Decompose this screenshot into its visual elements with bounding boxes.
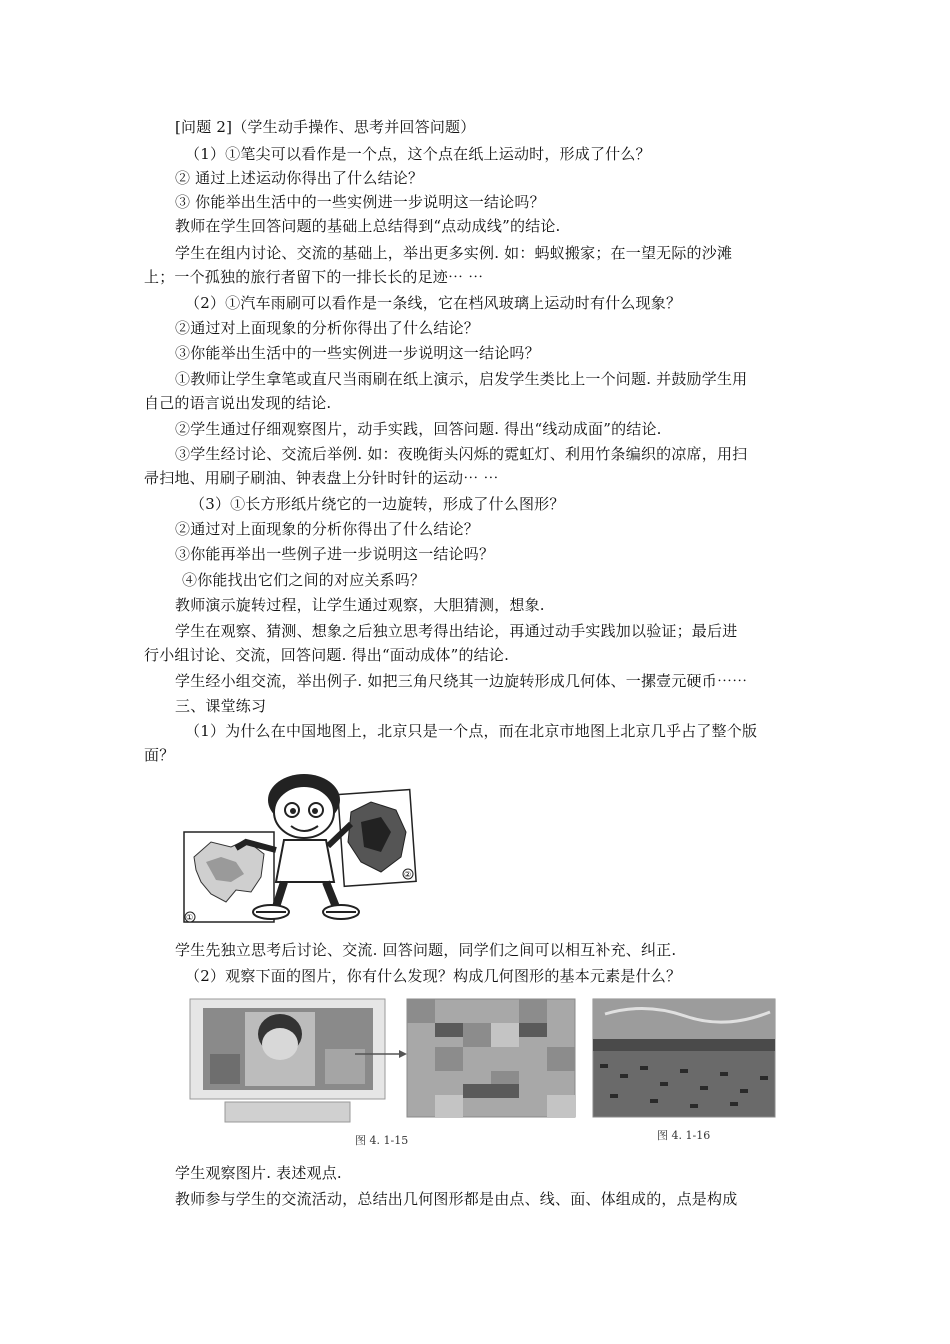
text-line: （2）观察下面的图片，你有什么发现？构成几何图形的基本元素是什么？	[185, 967, 682, 985]
text-line: 行小组讨论、交流，回答问题. 得出“面动成体”的结论.	[144, 646, 510, 664]
text-line: ①教师让学生拿笔或直尺当雨刷在纸上演示，启发学生类比上一个问题. 并鼓励学生用	[175, 370, 748, 388]
figure-caption-left: 图 4. 1-15	[355, 1134, 409, 1147]
text-line: 帚扫地、用刷子刷油、钟表盘上分针时针的运动⋯ ⋯	[144, 469, 499, 487]
text-line: 面？	[144, 746, 175, 764]
text-line: 学生观察图片. 表述观点.	[175, 1164, 342, 1182]
text-line: （3）①长方形纸片绕它的一边旋转，形成了什么图形？	[190, 495, 565, 513]
text-line: ② 通过上述运动你得出了什么结论？	[175, 169, 424, 187]
text-line: ④你能找出它们之间的对应关系吗？	[182, 571, 426, 589]
text-line: 学生在组内讨论、交流的基础上，举出更多实例. 如：蚂蚁搬家；在一望无际的沙滩	[175, 244, 733, 262]
text-line: 教师演示旋转过程，让学生通过观察，大胆猜测，想象.	[175, 596, 545, 614]
text-line: （1）为什么在中国地图上，北京只是一个点，而在北京市地图上北京几乎占了整个版	[185, 722, 758, 740]
text-line: 教师参与学生的交流活动，总结出几何图形都是由点、线、面、体组成的，点是构成	[175, 1190, 738, 1208]
text-line: （1）①笔尖可以看作是一个点，这个点在纸上运动时，形成了什么？	[185, 145, 651, 163]
figure-caption-right: 图 4. 1-16	[657, 1129, 711, 1142]
pixel-images-figure	[185, 994, 780, 1154]
text-line: 三、课堂练习	[175, 697, 267, 715]
text-line: ③你能再举出一些例子进一步说明这一结论吗？	[175, 545, 495, 563]
text-line: （2）①汽车雨刷可以看作是一条线，它在档风玻璃上运动时有什么现象？	[185, 294, 682, 312]
cartoon-maps-illustration	[176, 762, 422, 927]
text-line: 教师在学生回答问题的基础上总结得到“点动成线”的结论.	[175, 217, 561, 235]
text-line: 上；一个孤独的旅行者留下的一排长长的足迹⋯ ⋯	[144, 268, 484, 286]
text-line: ③你能举出生活中的一些实例进一步说明这一结论吗？	[175, 344, 540, 362]
tv-stand	[225, 1102, 350, 1122]
figure-label-1: ①	[186, 913, 194, 922]
text-line: [问题 2]（学生动手操作、思考并回答问题）	[175, 118, 476, 136]
text-line: ②学生通过仔细观察图片，动手实践，回答问题. 得出“线动成面”的结论.	[175, 420, 662, 438]
text-line: 学生在观察、猜测、想象之后独立思考得出结论，再通过动手实践加以验证；最后进	[175, 622, 738, 640]
boy-body	[276, 840, 334, 882]
text-line: 自己的语言说出发现的结论.	[144, 394, 332, 412]
text-line: 学生经小组交流，举出例子. 如把三角尺绕其一边旋转形成几何体、一摞壹元硬币⋯⋯	[175, 672, 748, 690]
text-line: ③学生经讨论、交流后举例. 如：夜晚街头闪烁的霓虹灯、利用竹条编织的凉席，用扫	[175, 445, 748, 463]
text-line: ③ 你能举出生活中的一些实例进一步说明这一结论吗？	[175, 193, 545, 211]
text-line: 学生先独立思考后讨论、交流. 回答问题，同学们之间可以相互补充、纠正.	[175, 941, 677, 959]
text-line: ②通过对上面现象的分析你得出了什么结论？	[175, 319, 480, 337]
cartoon-maps-figure	[176, 762, 422, 927]
figure-label-2: ②	[404, 870, 412, 879]
text-line: ②通过对上面现象的分析你得出了什么结论？	[175, 520, 480, 538]
